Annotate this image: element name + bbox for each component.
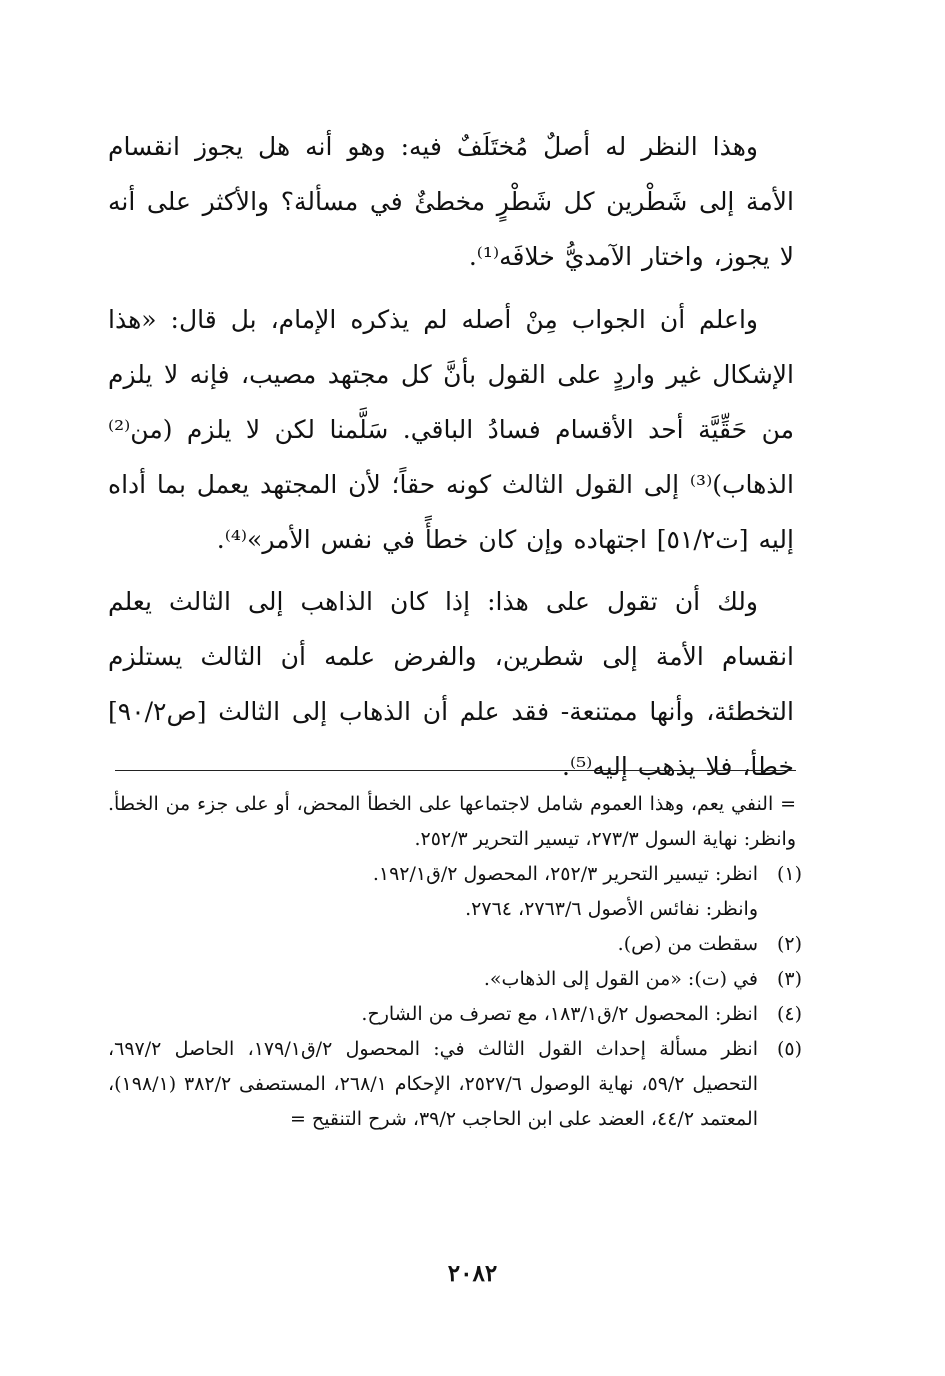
- footnote-text: سقطت من (ص).: [617, 933, 758, 955]
- footnote-number: (٥): [776, 1038, 802, 1060]
- footnote-text: انظر مسألة إحداث القول الثالث في: المحصول ٢/ق١٧٩/١، الحاصل ٦٩٧/٢، التحصيل ٥٩/٢، نهاية الوصول ٢٥٢٧/٦، الإحكام ٢٦٨/١، المستصفى ٣٨٢/٢ (١٩٨/١)، المعتمد ٤٤/٢، العضد على ابن الحاجب ٣٩/٢، شرح التنقيح =: [108, 1038, 758, 1130]
- footnote-number: (٣): [776, 968, 802, 990]
- footnote-3: [108, 962, 802, 997]
- page-number: ٢٠٨٢: [447, 1260, 498, 1287]
- footnotes-section: [108, 787, 802, 1137]
- footnote-continuation: = النفي يعم، وهذا العموم شامل لاجتماعها على الخطأ المحض، أو على جزء من الخطأ. وانظر: نهاية السول ٢٧٣/٣، تيسير التحرير ٢٥٢/٣.: [108, 793, 796, 850]
- body-paragraph-1: وهذا النظر له أصلٌ مُختَلَفٌ فيه: وهو أنه هل يجوز انقسام الأمة إلى شَطْرين كل شَطْرٍ مخطئٌ في مسألة؟ والأكثر على أنه لا يجوز، واختار الآمديُّ خلافَه⁽¹⁾.: [108, 132, 794, 271]
- footnote-text: انظر: المحصول ٢/ق١٨٣/١، مع تصرف من الشارح.: [361, 1003, 758, 1025]
- body-paragraph-3: ولك أن تقول على هذا: إذا كان الذاهب إلى الثالث يعلم انقسام الأمة إلى شطرين، والفرض علمه أن الثالث يستلزم التخطئة، وأنها ممتنعة- فقد علم أن الذهاب إلى الثالث [ص٩٠/٢] خطأ، فلا يذهب إليه⁽⁵⁾.: [108, 587, 794, 781]
- body-paragraph-2: واعلم أن الجواب مِنْ أصله لم يذكره الإمام، بل قال: «هذا الإشكال غير واردٍ على القول بأنَّ كل مجتهد مصيب، فإنه لا يلزم من حَقِّيَّة أحد الأقسام فسادُ الباقي. سَلَّمنا لكن لا يلزم (من⁽²⁾ الذهاب)⁽³⁾ إلى القول الثالث كونه حقاً؛ لأن المجتهد يعمل بما أداه إليه [ت٥١/٢] اجتهاده وإن كان خطأً في نفس الأمر»⁽⁴⁾.: [108, 305, 794, 554]
- footnote-4: [108, 997, 802, 1032]
- footnote-text: انظر: تيسير التحرير ٢٥٢/٣، المحصول ٢/ق١٩٢/١.: [372, 863, 758, 885]
- footnote-2: [108, 927, 802, 962]
- footnote-text: في (ت): «من القول إلى الذهاب».: [483, 968, 758, 990]
- footnote-divider: [115, 770, 796, 771]
- footnote-number: (١): [776, 863, 802, 885]
- footnote-5: [108, 1032, 802, 1137]
- footnote-1: [108, 857, 802, 892]
- footnote-number: (٢): [776, 933, 802, 955]
- footnote-number: (٤): [776, 1003, 802, 1025]
- footnote-1-extra: وانظر: نفائس الأصول ٢٧٦٣/٦، ٢٧٦٤.: [465, 898, 758, 920]
